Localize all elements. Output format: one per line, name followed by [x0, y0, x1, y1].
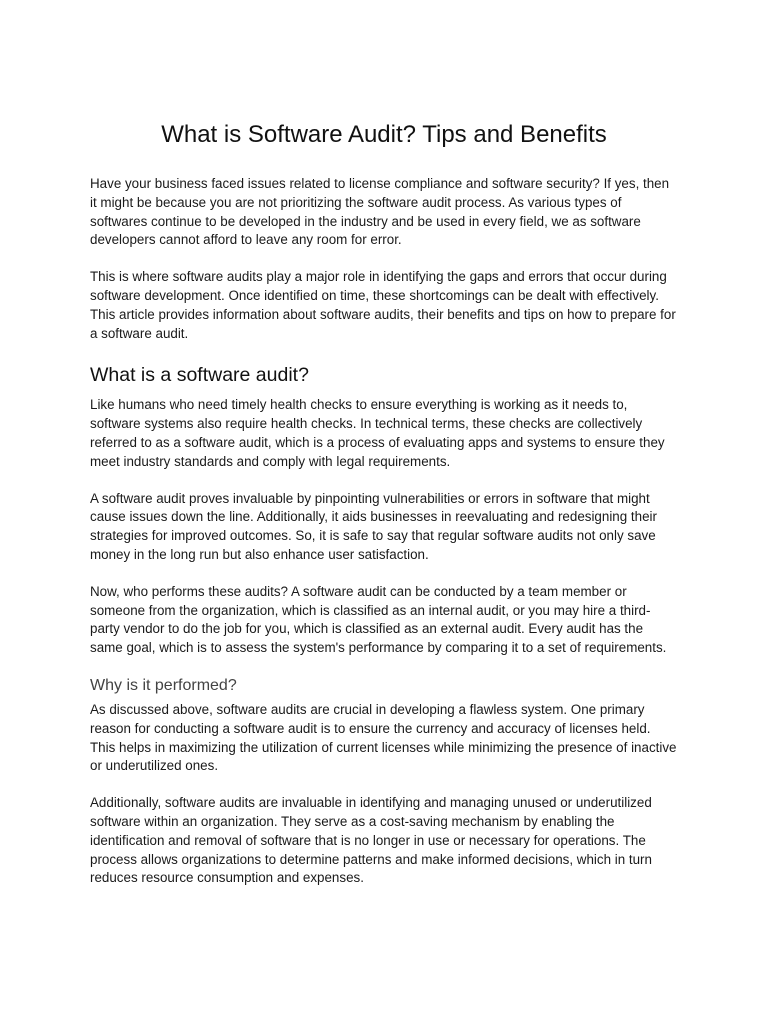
- page-title: What is Software Audit? Tips and Benefits: [161, 121, 607, 148]
- body-paragraph: Additionally, software audits are invaluable in identifying and managing unused or underutilized software within an organization. They serve as a cost-saving mechanism by enabling the identification and removal of software that is no longer in use or necessary for operations. The process allows organizations to determine patterns and make informed decisions, which in turn reduces resource consumption and expenses.: [90, 795, 652, 886]
- body-paragraph: Now, who performs these audits? A software audit can be conducted by a team member or someone from the organization, which is classified as an internal audit, or you may hire a third-party vendor to do the job for you, which is classified as an external audit. Every audit has the same goal, which is to assess the system's performance by comparing it to a set of requirements.: [90, 583, 667, 656]
- intro-paragraph: Have your business faced issues related to license compliance and software security? If yes, then it might be because you are not prioritizing the software audit process. As various types of softwares continue to be developed in the industry and be used in every field, we as software developers cannot afford to leave any room for error.: [90, 176, 670, 248]
- section-heading-what-is-audit: What is a software audit?: [90, 364, 309, 387]
- body-paragraph: A software audit proves invaluable by pinpointing vulnerabilities or errors in software that might cause issues down the line. Additionally, it aids businesses in reevaluating and redesigning their strategies for improved outcomes. So, it is safe to say that regular software audits not only save money in the long run but also enhance user satisfaction.: [90, 490, 657, 562]
- body-paragraph: Like humans who need timely health checks to ensure everything is working as it needs to, software systems also require health checks. In technical terms, these checks are collectively referred to as a software audit, which is a process of evaluating apps and systems to ensure they meet industry standards and comply with legal requirements.: [90, 397, 665, 469]
- subsection-heading-why-performed: Why is it performed?: [90, 676, 237, 694]
- intro-paragraph: This is where software audits play a major role in identifying the gaps and errors that occur during software development. Once identified on time, these shortcomings can be dealt with effectively. This article provides information about software audits, their benefits and tips on how to prepare for a software audit.: [90, 269, 676, 341]
- body-paragraph: As discussed above, software audits are crucial in developing a flawless system. One primary reason for conducting a software audit is to ensure the currency and accuracy of licenses held. This helps in maximizing the utilization of current licenses while minimizing the presence of inactive or underutilized ones.: [90, 701, 677, 774]
